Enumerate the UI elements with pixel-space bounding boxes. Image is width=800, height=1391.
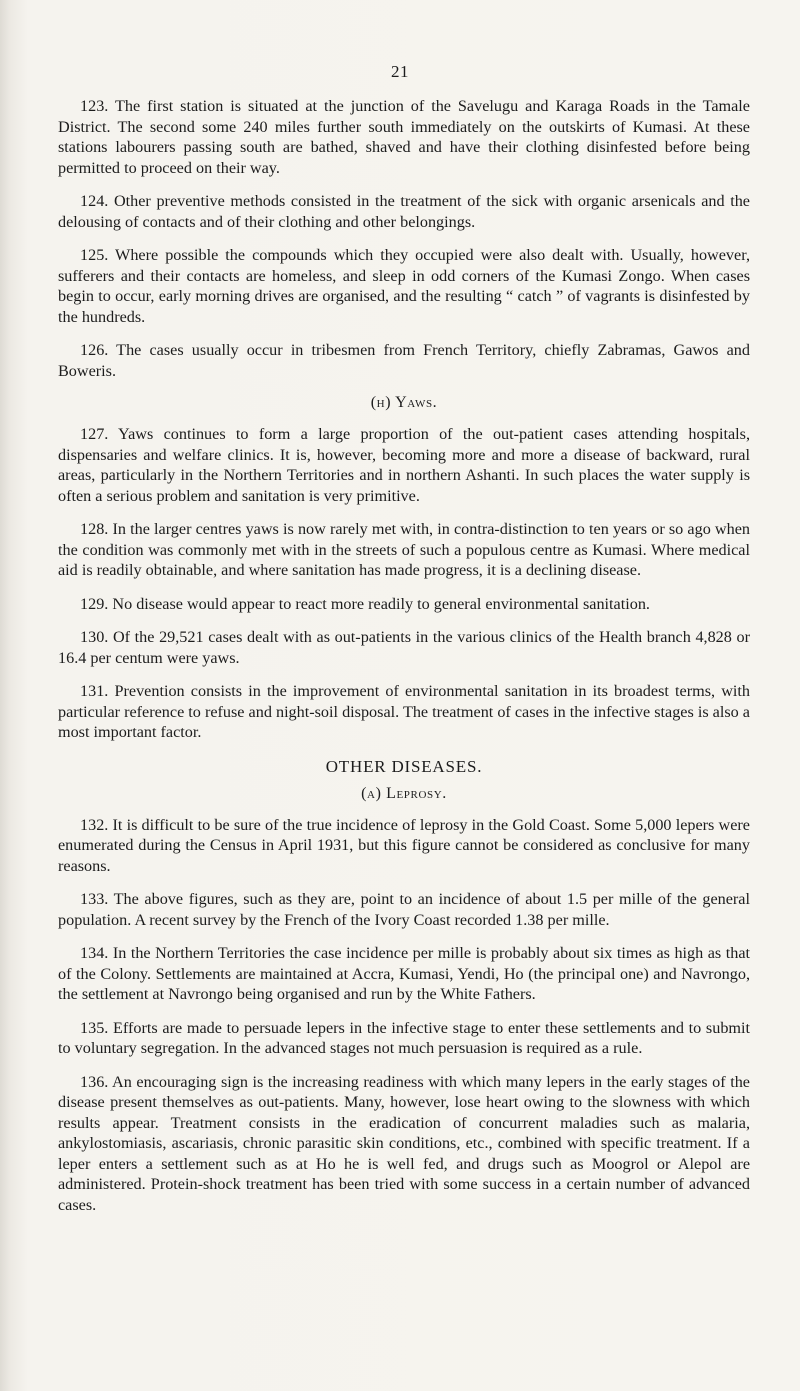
subheading-leprosy: (a) Leprosy. (361, 784, 447, 802)
paragraph-125: 125. Where possible the compounds which they occupied were also dealt with. Usually, however, sufferers and their contacts are homeless, and sleep in odd corners of the Kumasi Zongo. When cases begin to occur, early morning drives are organised, and the resulting “ catch ” of vagrants is disinfested by the hundreds. (58, 246, 750, 326)
paragraph-131: 131. Prevention consists in the improvement of environmental sanitation in its broadest terms, with particular reference to refuse and night-soil disposal. The treatment of cases in the infective stages is also a most important factor. (58, 682, 750, 741)
paragraph-127: 127. Yaws continues to form a large proportion of the out-patient cases attending hospitals, dispensaries and welfare clinics. It is, however, becoming more and more a disease of backward, rural areas, particularly in the Northern Territories and in northern Ashanti. In such places the water supply is often a serious problem and sanitation is very primitive. (58, 425, 750, 505)
paragraph-136: 136. An encouraging sign is the increasing readiness with which many lepers in the early stages of the disease present themselves as out-patients. Many, however, lose heart owing to the slowness with which results appear. Treatment consists in the eradication of concurrent maladies such as malaria, ankylostomiasis, ascariasis, chronic parasitic skin conditions, etc., combined with specific treatment. If a leper enters a settlement such as at Ho he is well fed, and drugs such as Moogrol or Alepol are administered. Protein-shock treatment has been tried with some success in a certain number of advanced cases. (58, 1072, 750, 1214)
paragraph-123: 123. The first station is situated at the junction of the Savelugu and Karaga Roads in the Tamale District. The second some 240 miles further south immediately on the outskirts of Kumasi. At these stations labourers passing south are bathed, shaved and have their clothing disinfested before being permitted to proceed on their way. (58, 97, 750, 177)
paragraph-133: 133. The above figures, such as they are, point to an incidence of about 1.5 per mille of the general population. A recent survey by the French of the Ivory Coast recorded 1.38 per mille. (58, 890, 750, 929)
subheading-yaws: (h) Yaws. (370, 394, 438, 411)
paragraph-130: 130. Of the 29,521 cases dealt with as out-patients in the various clinics of the Health branch 4,828 or 16.4 per centum were yaws. (58, 628, 750, 667)
paragraph-128: 128. In the larger centres yaws is now rarely met with, in contra-distinction to ten years or so ago when the condition was commonly met with in the streets of such a populous centre as Kumasi. Where medical aid is readily obtainable, and where sanitation has made progress, it is a declining disease. (58, 520, 750, 579)
paragraph-135: 135. Efforts are made to persuade lepers in the infective stage to enter these settlements and to submit to voluntary segregation. In the advanced stages not much persuasion is required as a rule. (58, 1018, 750, 1057)
page-body (58, 96, 750, 1228)
paragraph-132: 132. It is difficult to be sure of the true incidence of leprosy in the Gold Coast. Some 5,000 lepers were enumerated during the Census in April 1931, but this figure cannot be considered as conclusive for many reasons. (58, 815, 750, 875)
paragraph-134: 134. In the Northern Territories the case incidence per mille is probably about six times as high as that of the Colony. Settlements are maintained at Accra, Kumasi, Yendi, Ho (the principal one) and Navrongo, the settlement at Navrongo being organised and run by the White Fathers. (58, 944, 750, 1003)
page-number: 21 (391, 62, 409, 81)
section-heading-other-diseases: OTHER DISEASES. (325, 756, 483, 776)
paragraph-129: 129. No disease would appear to react more readily to general environmental sanitation. (80, 594, 650, 613)
paragraph-126: 126. The cases usually occur in tribesmen from French Territory, chiefly Zabramas, Gawos and Boweris. (58, 341, 750, 380)
paragraph-124: 124. Other preventive methods consisted in the treatment of the sick with organic arsenicals and the delousing of contacts and of their clothing and other belongings. (58, 192, 750, 231)
